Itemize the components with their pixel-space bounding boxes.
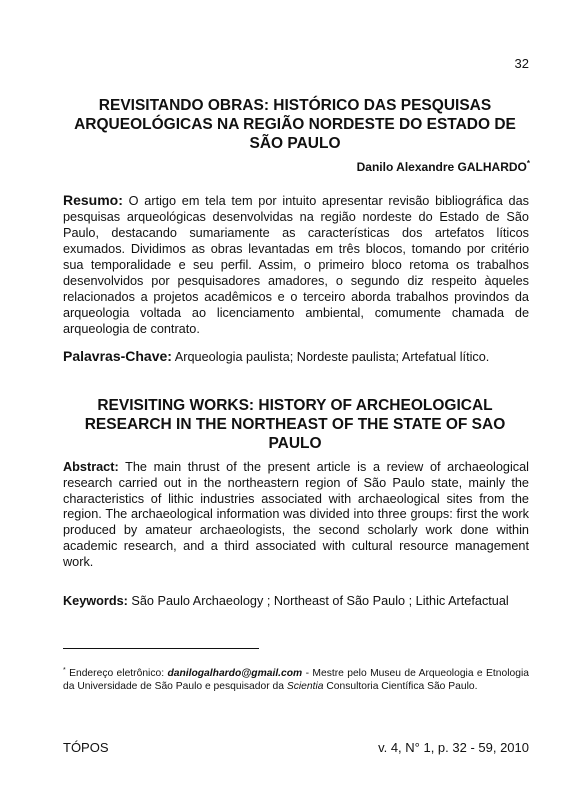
footnote-italic: Scientia — [286, 681, 324, 692]
keywords-english — [63, 593, 529, 609]
author-footnote-mark: * — [526, 159, 530, 168]
footer-journal-name: TÓPOS — [63, 740, 109, 755]
keywords-en-label: Keywords: — [63, 594, 128, 608]
footer-citation: v. 4, N° 1, p. 32 - 59, 2010 — [378, 740, 529, 755]
author-name — [357, 159, 530, 174]
footnote-prefix: Endereço eletrônico: — [69, 668, 165, 679]
keywords-en-text: São Paulo Archaeology ; Northeast of São Paulo ; Lithic Artefactual — [131, 594, 509, 608]
page-number: 32 — [514, 56, 529, 71]
abstract-label: Abstract: — [63, 460, 119, 474]
keywords-pt-text: Arqueologia paulista; Nordeste paulista; Artefatual lítico. — [174, 350, 490, 364]
resumo-paragraph — [63, 192, 529, 337]
footnote-mark: * — [63, 667, 66, 674]
resumo-label: Resumo: — [63, 192, 123, 208]
footnote-email-link[interactable]: danilogalhardo@gmail.com — [167, 668, 303, 679]
abstract-text: The main thrust of the present article is a review of archaeological research carried out in the northeastern region of São Paulo state, mainly the characteristics of lithic industries associated with archaeological sites from the region. The archaeological information was divided into three groups: first the work produced by amateur archaeologists, the second scholarly work done within academic research, and a third associated with cultural resource management work. — [63, 460, 530, 569]
footnote-suffix: Consultoria Científica São Paulo. — [326, 681, 478, 692]
keywords-portuguese — [63, 348, 533, 365]
keywords-pt-label: Palavras-Chave: — [63, 348, 172, 364]
footnote-middle: - Mestre pelo Museu de Arqueologia e Etnologia da Universidade de São Paulo e pesquisador da — [63, 668, 529, 692]
resumo-text: O artigo em tela tem por intuito apresentar revisão bibliográfica das pesquisas arqueológicas desenvolvidas na região nordeste do Estado de São Paulo, destacando sumariamente as características dos artefatos líticos exumados. Dividimos as obras levantadas em três blocos, tomando por critério sua temporalidade e seu perfil. Assim, o primeiro bloco retoma os trabalhos desenvolvidos por pesquisadores amadores, o segundo diz respeito àqueles relacionados a projetos acadêmicos e o terceiro aborda trabalhos provindos da arqueologia voltada ao licenciamento ambiental, comumente chamada de arqueologia de contrato. — [63, 194, 529, 336]
footnote — [63, 664, 529, 693]
title-english: REVISITING WORKS: HISTORY OF ARCHEOLOGICAL RESEARCH IN THE NORTHEAST OF THE STATE OF SAO PAULO — [84, 397, 506, 452]
abstract-paragraph — [63, 460, 529, 571]
author-name-text: Danilo Alexandre GALHARDO — [356, 160, 527, 174]
footnote-divider — [63, 648, 259, 649]
title-portuguese: REVISITANDO OBRAS: HISTÓRICO DAS PESQUISAS ARQUEOLÓGICAS NA REGIÃO NORDESTE DO ESTADO DE SÃO PAULO — [74, 97, 516, 152]
